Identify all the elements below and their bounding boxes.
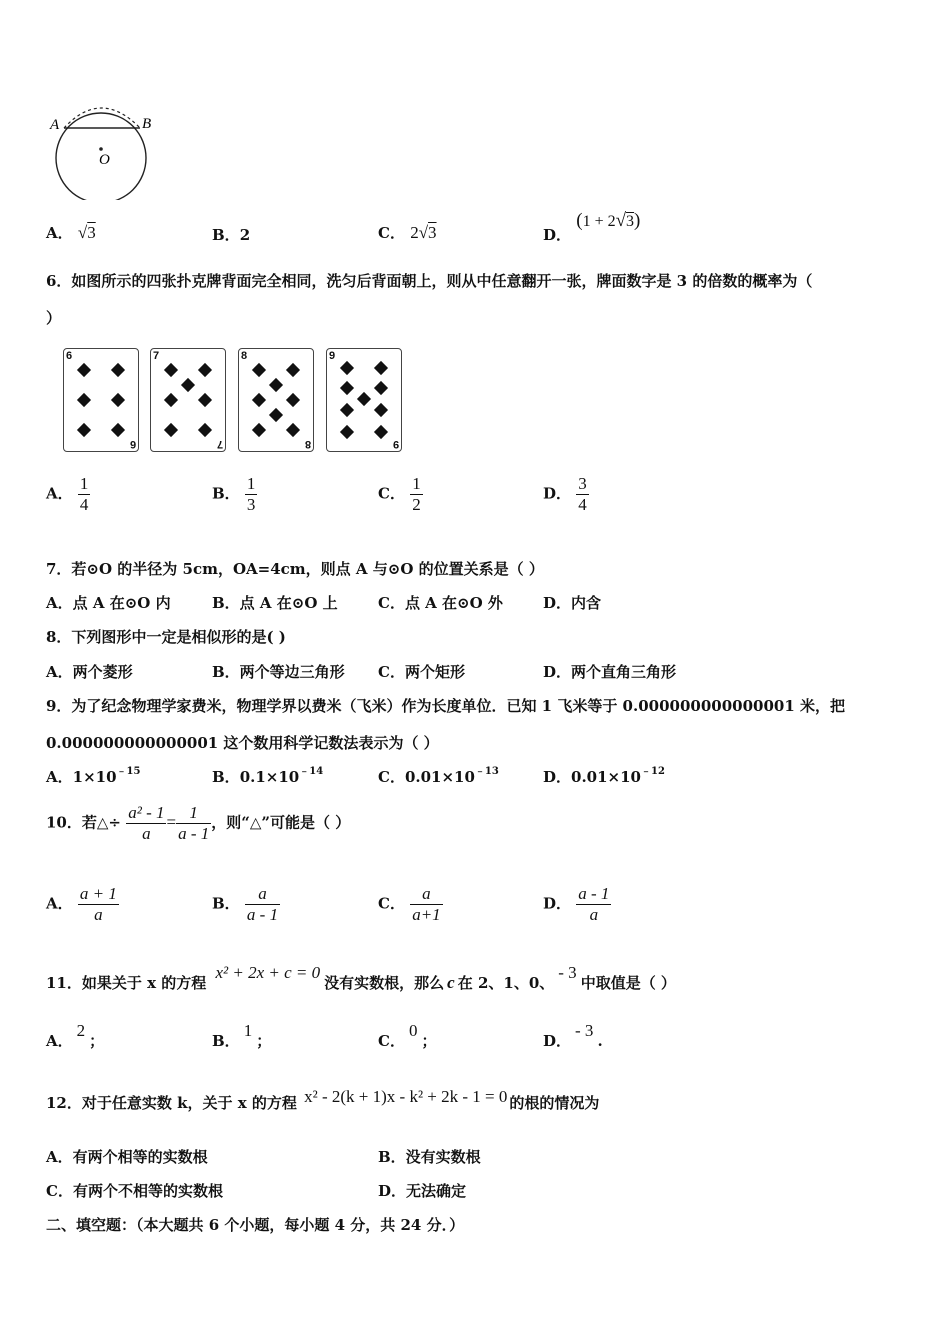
q11-option-d: D．- 3. — [543, 1021, 603, 1050]
q11-stem: 11．如果关于 x 的方程 x² + 2x + c = 0没有实数根，那么 c 在 2、1、0、- 3中取值是（ ） — [46, 963, 676, 992]
q6-option-b: B． $\frac{1}{3}$ — [212, 474, 256, 514]
q9-option-b: B．$0.1\times 10^{﹣14}$ — [212, 766, 324, 786]
q7-option-b: B．点 A 在⊙O 上 — [212, 594, 338, 612]
q6-stem-line2: ） — [46, 309, 62, 327]
card-9: 9 9 — [326, 348, 402, 452]
q7-stem: 7．若⊙O 的半径为 5cm，OA=4cm，则点 A 与⊙O 的位置关系是（ ） — [46, 560, 544, 578]
q11-option-b: B．1； — [212, 1021, 272, 1050]
q10-stem: 10．若△÷ $\frac{\text{a² - 1}}{a}$ = $\frac{1}{a - 1}$ ，则“△”可能是（ ） — [46, 803, 351, 843]
label-o: O — [99, 152, 110, 168]
q10-option-d: D． $\frac{a - 1}{a}$ — [543, 884, 610, 924]
label-a: A — [50, 117, 60, 133]
q8-option-a: A．两个菱形 — [46, 663, 133, 681]
q8-option-d: D．两个直角三角形 — [543, 663, 677, 681]
q7-option-c: C．点 A 在⊙O 外 — [378, 594, 503, 612]
q5-option-c: C． 2√3 — [378, 223, 437, 242]
q6-stem-line1: 6．如图所示的四张扑克牌背面完全相同，洗匀后背面朝上，则从中任意翻开一张，牌面数字是 3 的倍数的概率为（ — [46, 272, 813, 290]
q10-option-c: C． $\frac{a}{a+1}$ — [378, 884, 441, 924]
section-heading: 二、填空题：（本大题共 6 个小题，每小题 4 分，共 24 分．） — [46, 1216, 465, 1234]
q9-option-a: A．$1\times 10^{﹣15}$ — [46, 766, 141, 786]
q8-option-b: B．两个等边三角形 — [212, 663, 345, 681]
q6-option-d: D． $\frac{3}{4}$ — [543, 474, 587, 514]
q6-option-a: A． $\frac{1}{4}$ — [46, 474, 89, 514]
label-b: B — [142, 116, 152, 132]
q5-option-b: B．2 — [212, 226, 251, 244]
q8-stem: 8．下列图形中一定是相似形的是( ) — [46, 628, 286, 646]
q7-option-d: D．内含 — [543, 594, 602, 612]
q11-option-a: A．2； — [46, 1021, 105, 1050]
q12-stem: 12．对于任意实数 k，关于 x 的方程 x² - 2(k + 1)x - k² + 2k - 1 = 0 的根的情况为 — [46, 1087, 600, 1112]
circle-figure — [44, 100, 174, 200]
q6-option-c: C． $\frac{1}{2}$ — [378, 474, 421, 514]
q8-option-c: C．两个矩形 — [378, 663, 465, 681]
q9-option-d: D．$0.01\times 10^{﹣12}$ — [543, 766, 665, 786]
q9-stem-line1: 9．为了纪念物理学家费米，物理学界以费米（飞米）作为长度单位．已知 1 飞米等于 0.000000000000001 米，把 — [46, 697, 845, 715]
q10-option-a: A． $\frac{a + 1}{a}$ — [46, 884, 117, 924]
card-7: 7 7 — [150, 348, 226, 452]
q9-stem-line2: 0.000000000000001 这个数用科学记数法表示为（ ） — [46, 734, 439, 752]
q9-option-c: C．$0.01\times 10^{﹣13}$ — [378, 766, 499, 786]
q5-option-d: D． (1 + 2√3) — [543, 210, 641, 244]
card-8: 8 8 — [238, 348, 314, 452]
q5-option-a: A． √3 — [46, 223, 96, 242]
q7-option-a: A．点 A 在⊙O 内 — [46, 594, 171, 612]
q11-option-c: C．0； — [378, 1021, 437, 1050]
q10-option-b: B． $\frac{a}{a - 1}$ — [212, 884, 279, 924]
q12-option-d: D．无法确定 — [378, 1182, 467, 1200]
card-6: 6 6 — [63, 348, 139, 452]
q12-option-c: C．有两个不相等的实数根 — [46, 1182, 223, 1200]
q12-option-a: A．有两个相等的实数根 — [46, 1148, 208, 1166]
q12-option-b: B．没有实数根 — [378, 1148, 481, 1166]
